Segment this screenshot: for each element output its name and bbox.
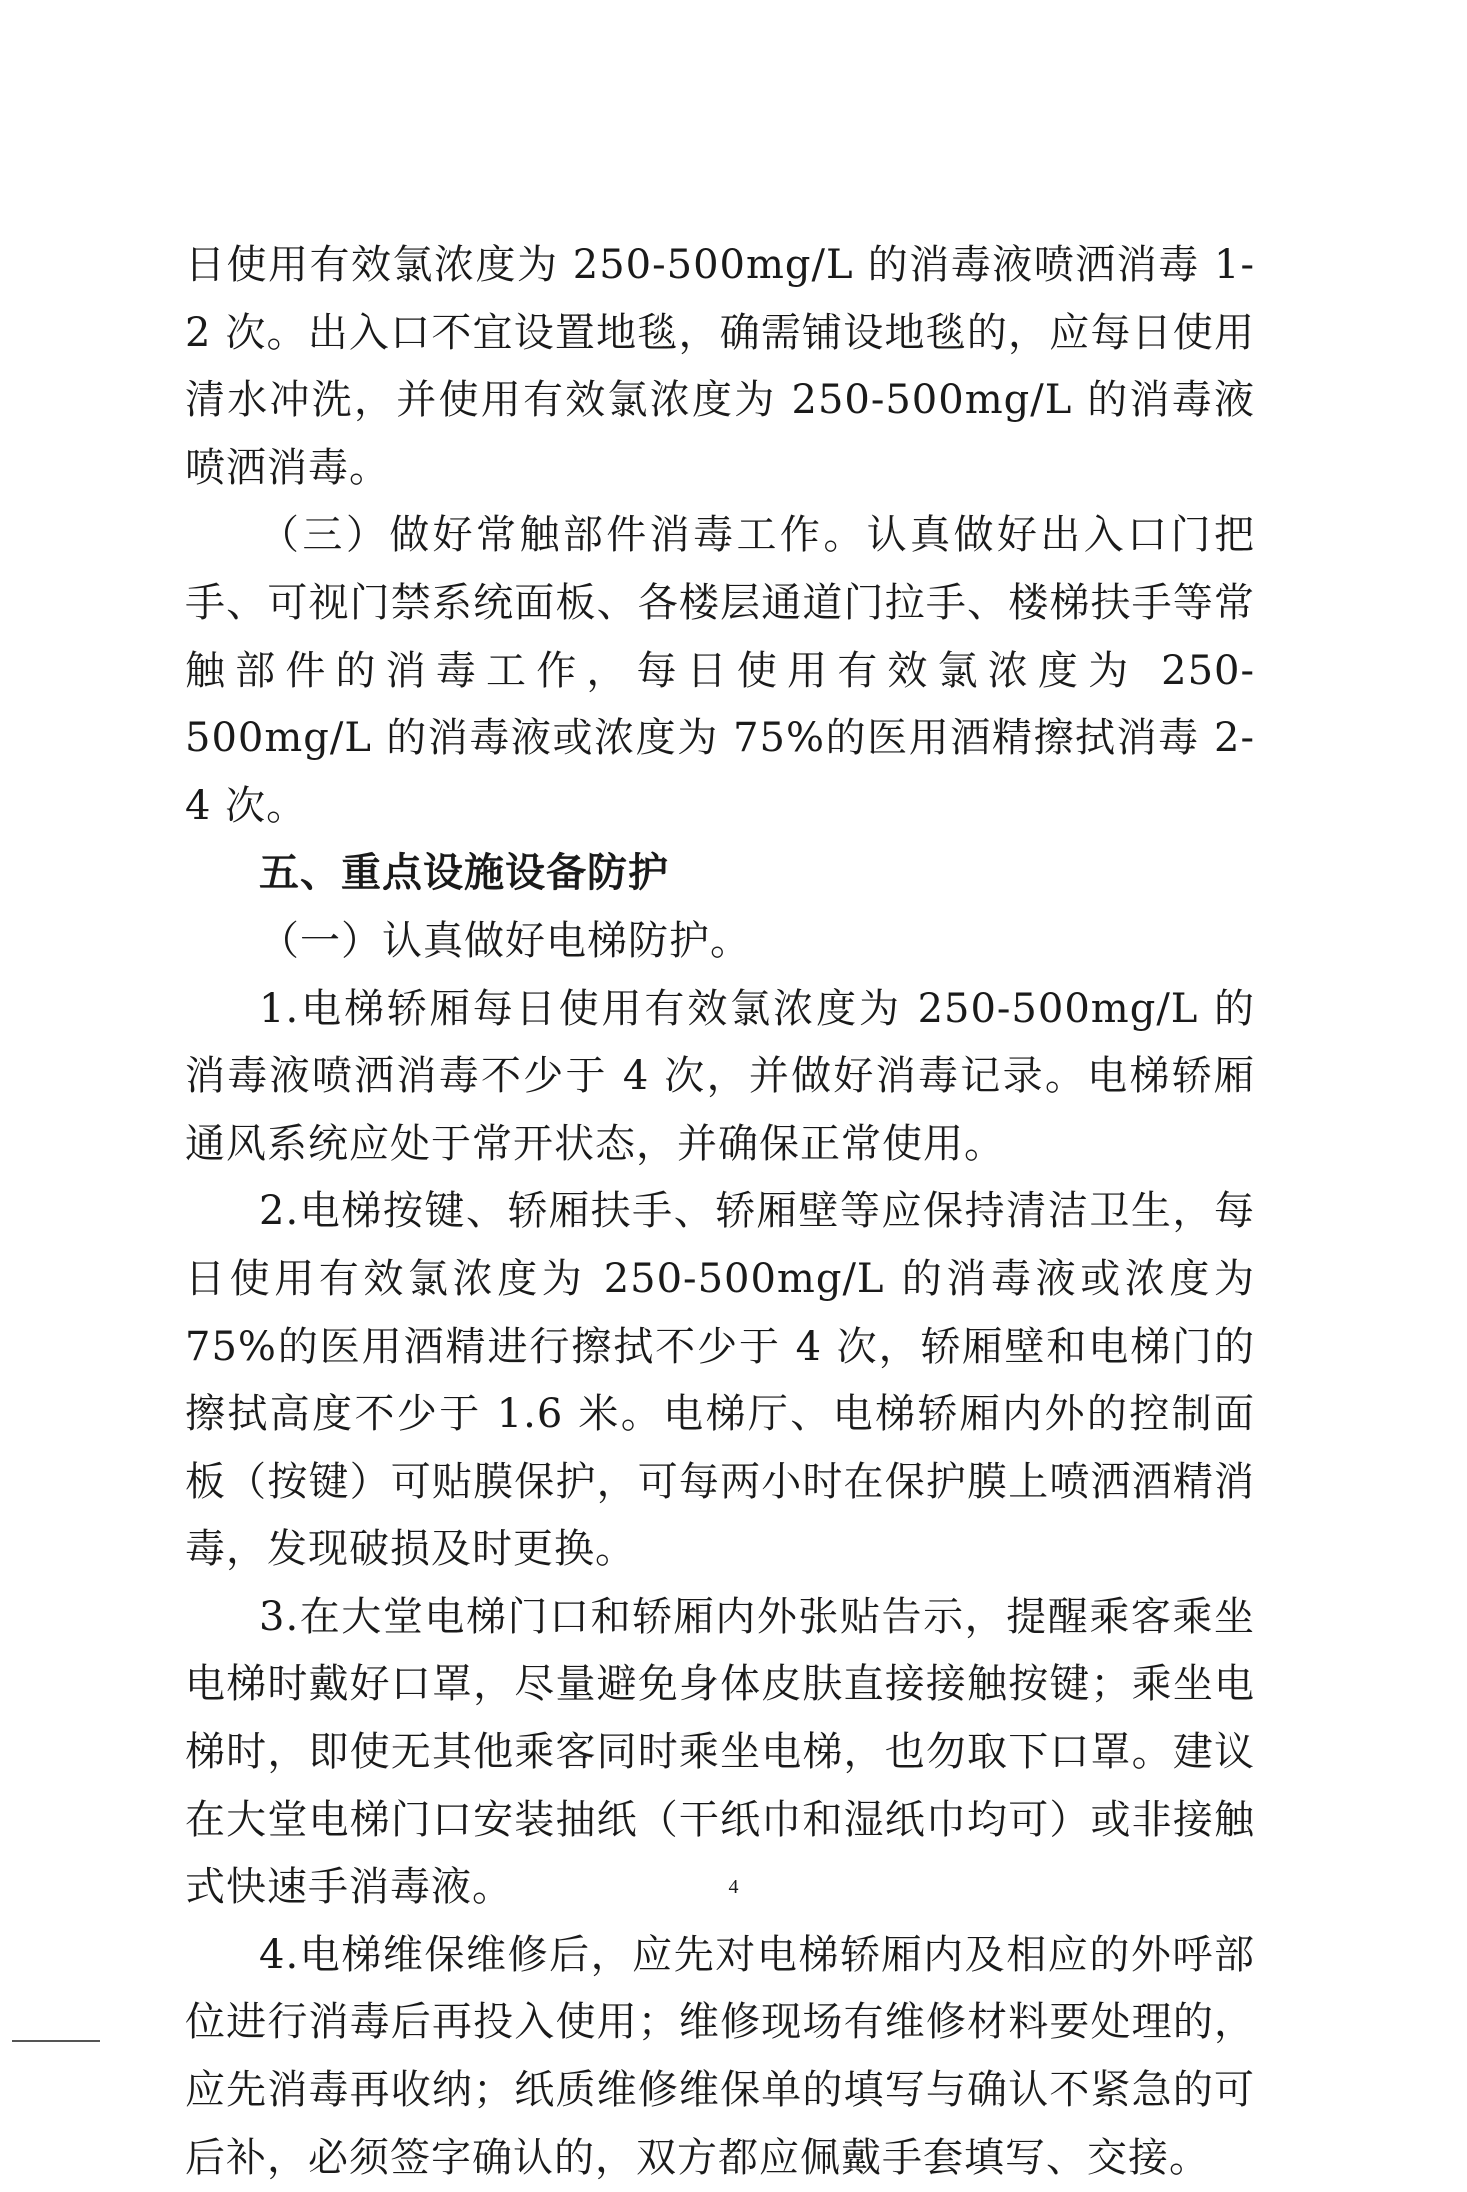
paragraph-continuation: 日使用有效氯浓度为 250-500mg/L 的消毒液喷洒消毒 1-2 次。出入口不宜设置地毯，确需铺设地毯的，应每日使用清水冲洗，并使用有效氯浓度为 250-500mg/L 的消毒液喷洒消毒。: [185, 242, 1255, 491]
paragraph-item-2: 2.电梯按键、轿厢扶手、轿厢壁等应保持清洁卫生，每日使用有效氯浓度为 250-500mg/L 的消毒液或浓度为 75%的医用酒精进行擦拭不少于 4 次，轿厢壁和电梯门的擦拭高度不少于 1.6 米。电梯厅、电梯轿厢内外的控制面板（按键）可贴膜保护，可每两小时在保护膜上喷洒酒精消毒，发现破损及时更换。: [185, 1188, 1255, 1573]
paragraph-item-1: 1.电梯轿厢每日使用有效氯浓度为 250-500mg/L 的消毒液喷洒消毒不少于 4 次，并做好消毒记录。电梯轿厢通风系统应处于常开状态，并确保正常使用。: [185, 985, 1255, 1167]
scan-edge-mark: [12, 2040, 100, 2042]
section-heading-facility-protection: 五、重点设施设备防护: [259, 850, 669, 897]
paragraph-common-touch-disinfection: （三）做好常触部件消毒工作。认真做好出入口门把手、可视门禁系统面板、各楼层通道门拉手、楼梯扶手等常触部件的消毒工作，每日使用有效氯浓度为 250-500mg/L 的消毒液或浓度为 75%的医用酒精擦拭消毒 2-4 次。: [185, 512, 1255, 829]
paragraph-item-3: 3.在大堂电梯门口和轿厢内外张贴告示，提醒乘客乘坐电梯时戴好口罩，尽量避免身体皮肤直接接触按键；乘坐电梯时，即使无其他乘客同时乘坐电梯，也勿取下口罩。建议在大堂电梯门口安装抽纸（干纸巾和湿纸巾均可）或非接触式快速手消毒液。: [185, 1593, 1255, 1911]
subsection-heading-elevator: （一）认真做好电梯防护。: [259, 917, 751, 964]
page-number: 4: [728, 1876, 739, 1898]
paragraph-item-4: 4.电梯维保维修后，应先对电梯轿厢内及相应的外呼部位进行消毒后再投入使用；维修现场有维修材料要处理的，应先消毒再收纳；纸质维修维保单的填写与确认不紧急的可后补，必须签字确认的，双方都应佩戴手套填写、交接。: [185, 1931, 1255, 2181]
